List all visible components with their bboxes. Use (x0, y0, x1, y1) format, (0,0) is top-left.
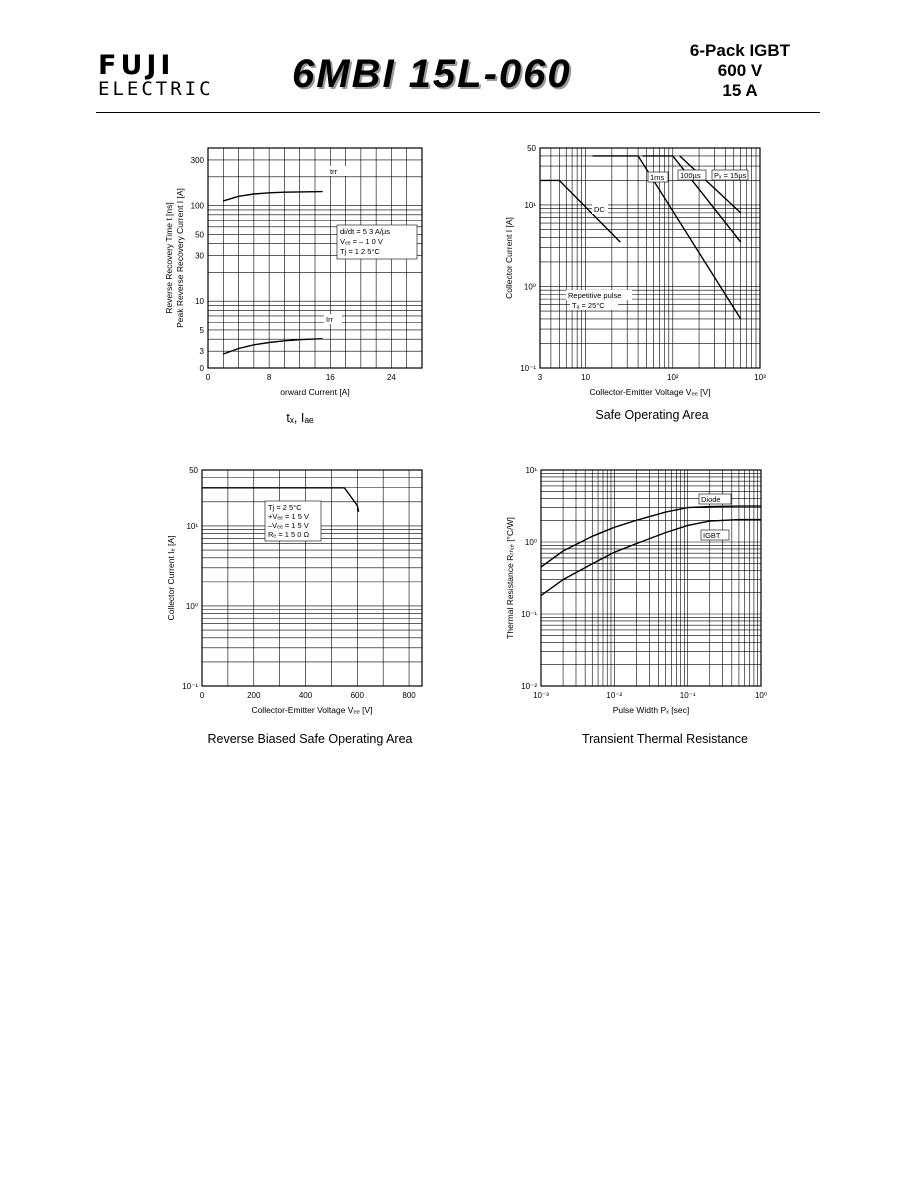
x-tick-label: 600 (350, 691, 364, 700)
x-tick-label: 0 (199, 691, 205, 700)
chart-safe-operating-area (490, 140, 790, 410)
x-tick-label: 10² (667, 373, 679, 382)
y-tick-label: 10⁻² (521, 682, 537, 691)
part-number-title: 6MBI 15L-060 (292, 52, 572, 96)
annotation-text: Tj = 1 2 5°C (340, 247, 380, 256)
spec-type: 6-Pack IGBT (689, 41, 791, 60)
spec-current: 15 A (722, 81, 758, 100)
y-tick-label: 300 (190, 155, 204, 165)
x-tick-label: 200 (247, 691, 261, 700)
series-label: trr (330, 167, 338, 176)
x-tick-label: 0 (205, 373, 211, 382)
annotation-text: 1ms (650, 173, 665, 182)
series-label: Irr (326, 315, 334, 324)
annotation-text: Tₐ = 25°C (572, 301, 605, 310)
y-tick-label: 10¹ (524, 200, 536, 210)
chart-safe-operating-area-svg (490, 140, 790, 410)
x-tick-label: 24 (386, 373, 396, 382)
fuji-electric-logo (98, 50, 243, 100)
y-tick-label: 50 (195, 230, 204, 240)
x-tick-label: 10⁰ (754, 691, 768, 700)
series-label: IGBT (703, 531, 721, 540)
x-tick-label: 400 (298, 691, 313, 700)
x-tick-label: 10³ (754, 373, 766, 382)
y-tick-label: 3 (199, 347, 204, 357)
y-tick-label: 100 (190, 201, 204, 211)
y-tick-label: 10 (195, 297, 204, 307)
y-tick-label: 10⁻¹ (182, 682, 198, 691)
annotation-text: di/dt = 5 3 A/µs (340, 227, 390, 236)
annotation-text: Rₑ = 1 5 0 Ω (268, 530, 310, 539)
y-tick-label: 10¹ (186, 521, 198, 531)
x-axis-label: Pulse Width Pₓ [sec] (612, 705, 690, 715)
x-axis-label: Collector-Emitter Voltage Vₑₑ [V] (251, 705, 373, 715)
x-tick-label: 10 (581, 373, 591, 382)
y-tick-label: 30 (195, 251, 204, 261)
y-tick-label: 10⁻¹ (521, 610, 537, 619)
x-tick-label: 16 (325, 373, 335, 382)
series-line-dc (540, 180, 620, 242)
chart-rbsoa (150, 460, 440, 730)
caption-thermal-resistance: Transient Thermal Resistance (581, 732, 749, 746)
y-tick-label: 50 (189, 466, 198, 475)
caption-safe-operating-area: Safe Operating Area (595, 408, 709, 422)
y-tick-label: 10⁰ (524, 538, 537, 547)
caption-reverse-recovery: tₓ, Iₐₑ (286, 411, 314, 425)
annotation-text: 100µs (680, 171, 701, 180)
caption-rbsoa: Reverse Biased Safe Operating Area (207, 732, 413, 746)
x-tick-label: 3 (537, 373, 543, 382)
annotation-text: Repetitive pulse (568, 291, 622, 300)
annotation-text: Vₑₑ = – 1 0 V (340, 237, 383, 246)
x-tick-label: 10⁻³ (533, 691, 549, 700)
annotation-text: Tj = 2 5°C (268, 503, 302, 512)
annotation-text: +Vₑₑ = 1 5 V (268, 512, 310, 521)
chart-reverse-recovery (140, 140, 440, 440)
y-tick-label: 10¹ (525, 466, 537, 475)
y-tick-label: 10⁰ (185, 601, 198, 611)
chart-thermal-resistance-svg (495, 460, 795, 730)
chart-reverse-recovery-svg (140, 140, 440, 440)
header-divider (96, 112, 820, 113)
y-tick-label: 5 (199, 325, 204, 335)
chart-thermal-resistance (495, 460, 795, 730)
x-tick-label: 10⁻¹ (679, 691, 696, 700)
y-axis-label: Thermal Resistance Rₜₕⱼₑ [°C/W] (505, 517, 515, 639)
y-tick-label: 10⁻¹ (520, 364, 536, 373)
annotation-text: DC (594, 205, 605, 214)
logo-top-text: FUJI (98, 50, 175, 81)
spec-voltage: 600 V (717, 61, 763, 80)
series-line-trr (223, 192, 322, 201)
x-axis-label: Collector-Emitter Voltage Vₑₑ [V] (589, 387, 711, 397)
y-tick-label: 50 (527, 144, 536, 153)
y-tick-label: 0 (199, 364, 204, 373)
annotation-text: –Vₑₑ = 1 5 V (268, 521, 309, 530)
x-tick-label: 10⁻² (606, 691, 623, 700)
y-axis-label: Collector Current I [A] (504, 217, 514, 299)
x-axis-label: orward Current [A] (280, 387, 350, 397)
y-axis-label-line2: Peak Reverse Recovery Current I [A] (175, 188, 185, 328)
y-axis-label-line1: Reverse Recovery Time t [ns] (164, 202, 174, 314)
series-label: Diode (701, 495, 721, 504)
series-line-irr (223, 339, 322, 354)
y-tick-label: 10⁰ (523, 282, 536, 292)
x-tick-label: 800 (402, 691, 416, 700)
annotation-text: Pₓ = 15µs (714, 171, 747, 180)
logo-bottom-text: ELECTRIC (98, 78, 214, 100)
y-axis-label: Collector Current Iₑ [A] (166, 535, 176, 621)
x-tick-label: 8 (266, 373, 272, 382)
chart-rbsoa-svg (150, 460, 440, 730)
